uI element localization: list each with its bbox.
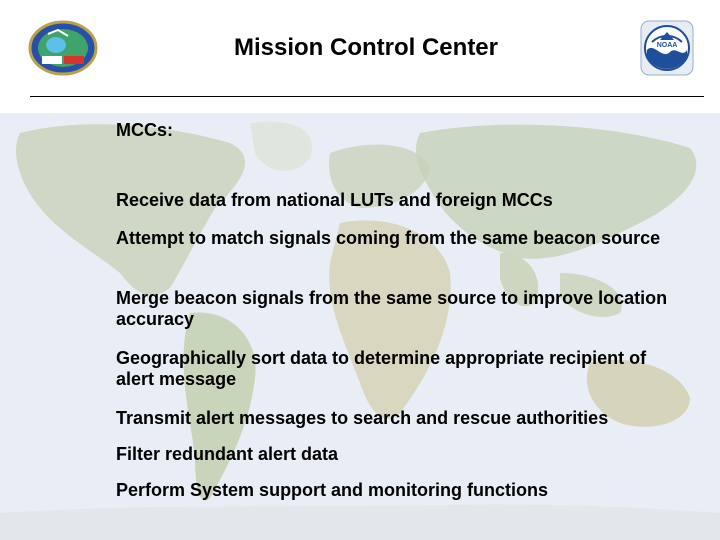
list-item: Geographically sort data to determine appropriate recipient of alert message — [116, 348, 647, 389]
section-heading: MCCs: — [116, 120, 173, 140]
list-item: Merge beacon signals from the same source to improve location accuracy — [116, 288, 668, 329]
noaa-logo-text: NOAA — [656, 42, 678, 49]
noaa-logo-icon — [640, 20, 694, 76]
title-divider — [30, 96, 704, 97]
list-item: Receive data from national LUTs and foreign MCCs — [116, 190, 553, 210]
list-item: Transmit alert messages to search and rescue authorities — [116, 408, 609, 428]
slide-content — [116, 120, 696, 500]
list-item: Filter redundant alert data — [116, 444, 339, 464]
list-item: Attempt to match signals coming from the same beacon source — [116, 228, 661, 248]
list-item: Perform System support and monitoring functions — [116, 480, 549, 500]
page-title: Mission Control Center — [233, 34, 498, 61]
